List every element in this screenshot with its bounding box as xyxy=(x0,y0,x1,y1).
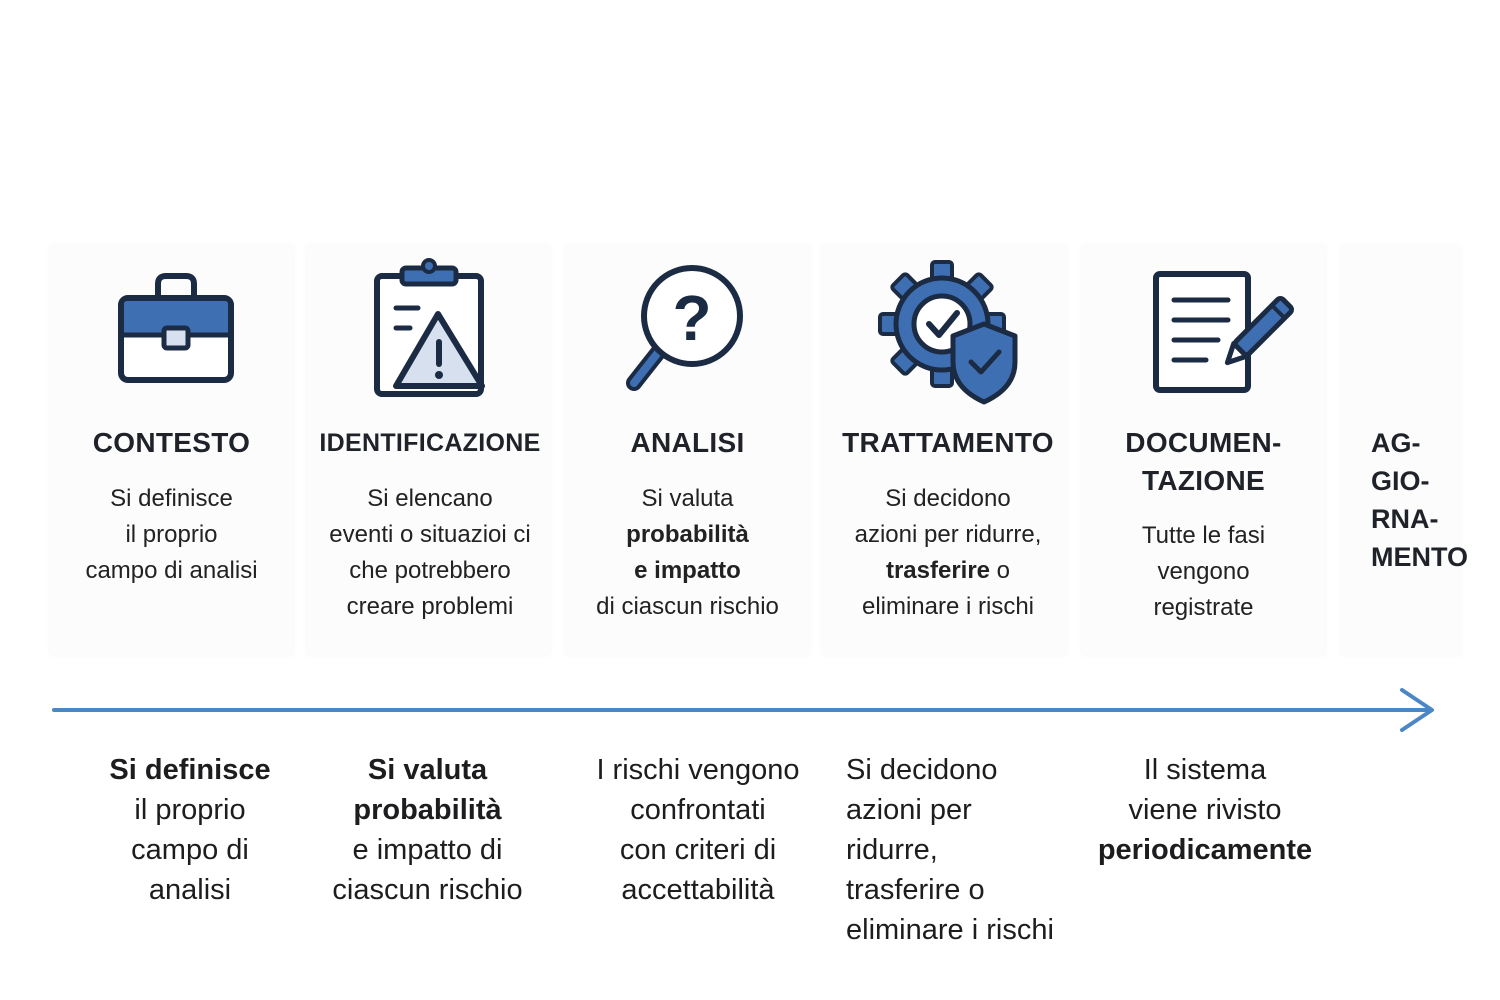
text-segment: ciascun rischio xyxy=(332,874,523,906)
text-segment: o xyxy=(990,557,1011,584)
text-line xyxy=(90,830,290,870)
text-line xyxy=(846,830,1096,870)
text-segment: Si decidono xyxy=(885,485,1011,512)
text-line xyxy=(846,750,1096,790)
text-line xyxy=(846,910,1096,950)
text-line xyxy=(305,790,550,830)
text-segment: Si definisce xyxy=(110,485,233,512)
bottom-note-trattamento xyxy=(846,750,1096,950)
step-desc-contesto xyxy=(50,481,293,589)
step-desc-identificazione xyxy=(300,481,560,625)
svg-text:?: ? xyxy=(672,282,712,354)
step-title-line: TAZIONE xyxy=(1142,465,1265,496)
text-segment: viene rivisto xyxy=(1128,794,1282,826)
text-line xyxy=(1080,830,1330,870)
step-desc-analisi xyxy=(566,481,809,625)
text-segment: registrate xyxy=(1153,594,1254,621)
step-title-line: RNA- xyxy=(1371,504,1439,534)
text-segment: confrontati xyxy=(630,794,766,826)
text-line xyxy=(1082,590,1325,626)
text-line xyxy=(566,589,809,625)
text-line xyxy=(578,790,818,830)
step-title-analisi: ANALISI xyxy=(630,427,745,458)
bottom-note-identificazione xyxy=(305,750,550,910)
step-title-line: AG- xyxy=(1371,428,1421,458)
text-segment: campo di analisi xyxy=(85,557,258,584)
text-line xyxy=(50,517,293,553)
text-line xyxy=(578,830,818,870)
step-title-contesto: CONTESTO xyxy=(92,427,251,458)
text-segment: creare problemi xyxy=(346,593,514,620)
clipboard-warning-icon xyxy=(362,258,502,408)
text-segment: con criteri di xyxy=(619,834,777,866)
text-segment: azioni per ridurre, xyxy=(854,521,1042,548)
text-line xyxy=(846,790,1096,830)
timeline-arrow xyxy=(50,685,1450,735)
text-segment-bold: e impatto xyxy=(634,557,741,584)
step-title-line: DOCUMEN- xyxy=(1125,427,1282,458)
text-line xyxy=(300,517,560,553)
step-title-aggiornamento xyxy=(1371,424,1468,576)
text-line xyxy=(1082,518,1325,554)
text-line xyxy=(823,481,1073,517)
text-segment: accettabilità xyxy=(621,874,775,906)
step-title-documentazione xyxy=(1082,424,1325,500)
text-segment-bold: probabilità xyxy=(626,521,749,548)
step-desc-trattamento xyxy=(823,481,1073,625)
text-line xyxy=(1080,790,1330,830)
text-segment-bold: Si definisce xyxy=(109,754,271,786)
text-line xyxy=(305,830,550,870)
text-line xyxy=(566,517,809,553)
bottom-note-analisi xyxy=(578,750,818,910)
text-line xyxy=(90,750,290,790)
step-title-line: GIO- xyxy=(1371,466,1430,496)
text-line xyxy=(1080,750,1330,790)
text-line xyxy=(90,870,290,910)
document-pencil-icon xyxy=(1150,258,1290,408)
text-segment: Tutte le fasi xyxy=(1141,522,1266,549)
text-segment-bold: Si valuta xyxy=(367,754,488,786)
text-segment: vengono xyxy=(1157,558,1250,585)
text-line xyxy=(300,481,560,517)
text-segment: analisi xyxy=(148,874,232,906)
text-segment-bold: probabilità xyxy=(353,794,502,826)
text-line xyxy=(578,870,818,910)
bottom-note-contesto xyxy=(90,750,290,910)
briefcase-icon xyxy=(106,258,246,408)
text-segment-bold: trasferire xyxy=(885,557,991,584)
text-line xyxy=(578,750,818,790)
text-segment: il proprio xyxy=(125,521,218,548)
text-segment: campo di xyxy=(131,834,249,866)
text-segment: il proprio xyxy=(134,794,246,826)
bottom-note-documentazione xyxy=(1080,750,1330,870)
text-segment: e impatto di xyxy=(352,834,503,866)
text-line xyxy=(305,870,550,910)
text-line xyxy=(300,589,560,625)
step-title-line: MENTO xyxy=(1371,542,1469,572)
text-segment: eventi o situazioi ci xyxy=(329,521,531,548)
text-line xyxy=(90,790,290,830)
text-segment: I rischi vengono xyxy=(596,754,800,786)
text-line xyxy=(823,517,1073,553)
text-segment: di ciascun rischio xyxy=(596,593,779,620)
text-line xyxy=(305,750,550,790)
magnifier-question-icon xyxy=(622,258,762,408)
gear-shield-icon xyxy=(880,258,1020,408)
text-line xyxy=(50,481,293,517)
text-segment: azioni per xyxy=(846,794,972,826)
text-segment: Si elencano xyxy=(367,485,493,512)
text-segment: trasferire o xyxy=(846,874,985,906)
text-segment: Si decidono xyxy=(846,754,998,786)
text-line xyxy=(50,553,293,589)
text-line xyxy=(566,481,809,517)
text-line xyxy=(1082,554,1325,590)
text-segment: eliminare i rischi xyxy=(861,593,1035,620)
step-title-identificazione: IDENTIFICAZIONE xyxy=(319,429,541,457)
text-segment: ridurre, xyxy=(846,834,938,866)
step-title-trattamento: TRATTAMENTO xyxy=(842,427,1054,458)
text-line xyxy=(823,553,1073,589)
text-segment-bold: periodicamente xyxy=(1097,834,1313,866)
text-line xyxy=(823,589,1073,625)
step-desc-documentazione xyxy=(1082,518,1325,626)
text-line xyxy=(566,553,809,589)
text-segment: Si valuta xyxy=(641,485,734,512)
text-segment: eliminare i rischi xyxy=(846,914,1054,946)
text-line xyxy=(300,553,560,589)
text-segment: che potrebbero xyxy=(349,557,511,584)
text-segment: Il sistema xyxy=(1143,754,1267,786)
text-line xyxy=(846,870,1096,910)
